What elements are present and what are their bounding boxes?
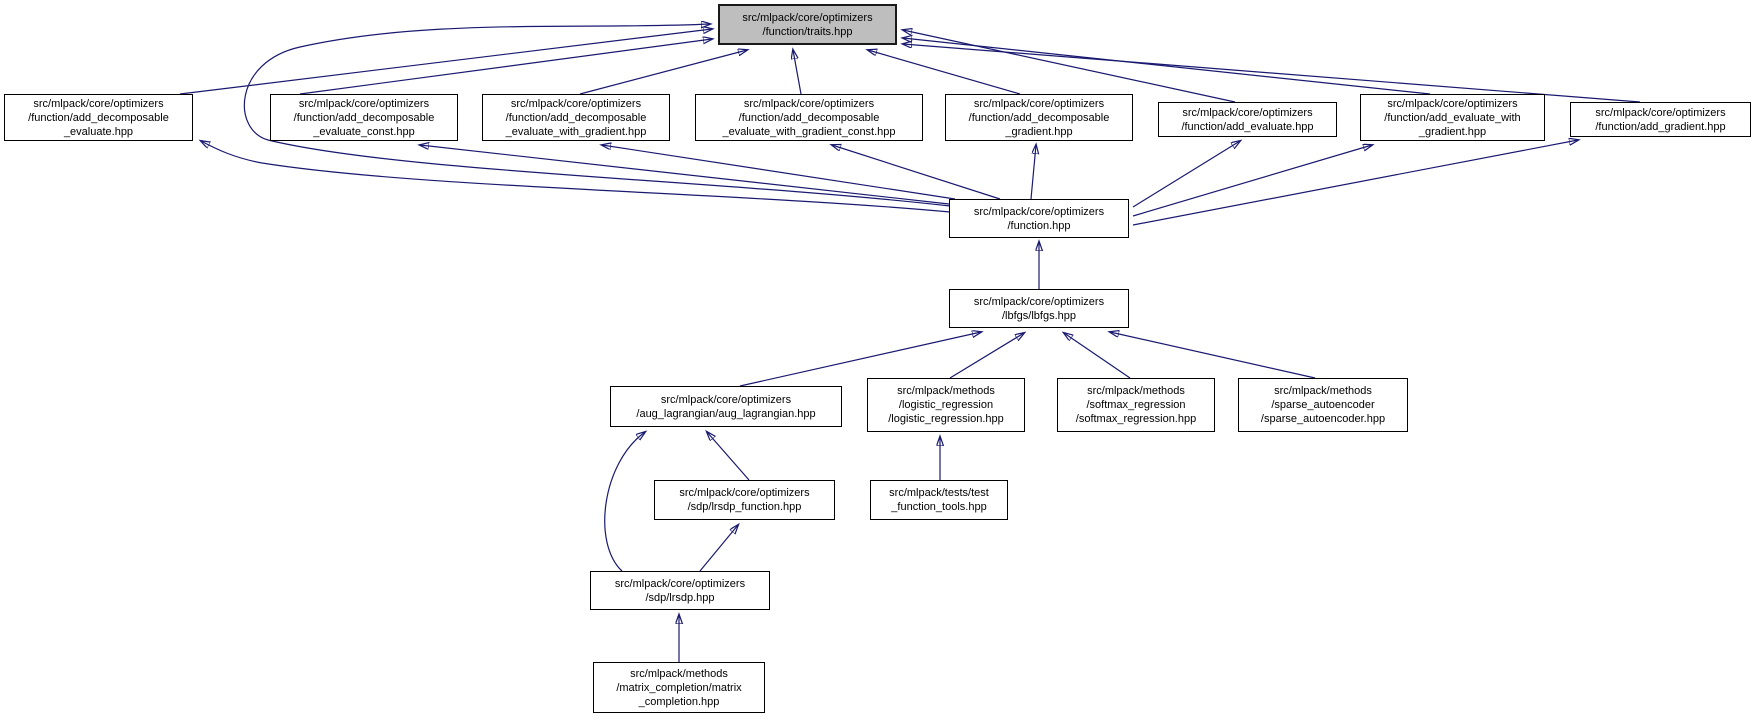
node-add-decomposable-evaluate[interactable]	[4, 94, 193, 141]
node-label-line: /softmax_regression.hpp	[1075, 413, 1197, 425]
edge-add-evaluate-with-gradient-to-traits	[903, 38, 1430, 94]
node-label-line: _evaluate_const.hpp	[313, 125, 415, 138]
node-sparse-autoencoder[interactable]	[1238, 378, 1408, 432]
node-label-line: _function_tools.hpp	[891, 501, 987, 513]
node-add-gradient[interactable]	[1570, 102, 1751, 137]
node-label-line: src/mlpack/tests/test	[889, 487, 989, 499]
node-label-line: /sparse_autoencoder.hpp	[1260, 413, 1386, 425]
node-label-line: _evaluate.hpp	[63, 125, 134, 138]
node-add-decomposable-evaluate-with-gradient[interactable]	[482, 94, 670, 141]
node-label-line: /function/add_evaluate_with	[1384, 111, 1521, 124]
edge-function-to-add-gradient	[1133, 140, 1578, 225]
node-label-line: src/mlpack/methods	[1274, 385, 1372, 397]
edge-function-to-add-evaluate	[1133, 141, 1240, 207]
node-add-decomposable-evaluate-with-gradient-const[interactable]	[695, 94, 923, 141]
node-label-line: /softmax_regression	[1086, 399, 1186, 411]
node-label-line: _gradient.hpp	[1418, 125, 1487, 138]
node-label-line: /lbfgs/lbfgs.hpp	[1002, 309, 1076, 322]
node-label-line: /matrix_completion/matrix	[616, 681, 742, 694]
node-label-line: /sdp/lrsdp.hpp	[645, 591, 715, 604]
node-traits-hpp[interactable]	[718, 4, 897, 45]
node-label-line: src/mlpack/methods	[630, 667, 728, 680]
node-label-line: _evaluate_with_gradient.hpp	[505, 125, 647, 138]
node-label-line: src/mlpack/core/optimizers	[1182, 106, 1313, 119]
node-label-line: /logistic_regression	[898, 399, 994, 411]
edge-function-to-add-decomposable-evaluate	[201, 141, 950, 212]
node-label-line: src/mlpack/core/optimizers	[1387, 97, 1518, 110]
node-label-line: src/mlpack/core/optimizers	[1595, 106, 1726, 119]
edge-lrsdp-function-to-aug-lagrangian	[707, 432, 749, 480]
node-add-decomposable-evaluate-const[interactable]	[270, 94, 458, 141]
node-label-line: _evaluate_with_gradient_const.hpp	[722, 125, 896, 138]
node-label-line: src/mlpack/core/optimizers	[510, 97, 642, 110]
node-label-line: src/mlpack/core/optimizers	[973, 205, 1105, 218]
edge-add-decomposable-evaluate-to-traits	[180, 29, 712, 94]
node-label-line: src/mlpack/core/optimizers	[679, 487, 810, 499]
node-label-line: src/mlpack/methods	[897, 385, 995, 397]
node-label-line: src/mlpack/core/optimizers	[33, 97, 164, 110]
node-label-line: src/mlpack/core/optimizers	[743, 97, 875, 110]
node-add-evaluate-with-gradient[interactable]	[1360, 94, 1545, 141]
node-label-line: /function/add_decomposable	[28, 111, 169, 124]
edge-lrsdp-to-aug-lagrangian	[605, 432, 645, 571]
node-matrix-completion[interactable]	[593, 662, 765, 713]
node-label-line: /function/add_decomposable	[505, 111, 647, 124]
node-lrsdp[interactable]	[590, 571, 770, 610]
edge-sparse-autoencoder-to-lbfgs	[1110, 332, 1315, 378]
edge-lrsdp-to-lrsdp-function	[700, 525, 738, 571]
node-label-line: /logistic_regression.hpp	[888, 413, 1004, 425]
node-label-line: /function/add_evaluate.hpp	[1181, 120, 1314, 133]
node-label-line: src/mlpack/core/optimizers	[660, 393, 792, 406]
node-logistic-regression[interactable]	[867, 378, 1025, 432]
node-add-decomposable-gradient[interactable]	[945, 94, 1133, 141]
node-label-line: src/mlpack/core/optimizers	[742, 11, 873, 24]
edge-logistic-regression-to-lbfgs	[950, 333, 1024, 378]
edge-add-decomposable-evaluate-const-to-traits	[300, 39, 712, 94]
node-label-line: src/mlpack/core/optimizers	[298, 97, 430, 110]
node-label-line: src/mlpack/methods	[1087, 385, 1185, 397]
node-lbfgs-hpp[interactable]	[949, 289, 1129, 328]
node-label-line: /function/traits.hpp	[762, 25, 853, 38]
edge-softmax-regression-to-lbfgs	[1064, 333, 1130, 378]
node-label-line: /aug_lagrangian/aug_lagrangian.hpp	[636, 407, 816, 420]
node-label-line: /function/add_gradient.hpp	[1595, 120, 1726, 133]
node-test-function-tools[interactable]	[870, 480, 1008, 520]
node-label-line: /function/add_decomposable	[738, 111, 880, 124]
edge-add-decomposable-gradient-to-traits	[868, 50, 1020, 94]
node-label-line: _completion.hpp	[638, 695, 720, 708]
node-label-line: src/mlpack/core/optimizers	[973, 295, 1105, 308]
node-label-line: /function/add_decomposable	[293, 111, 435, 124]
node-aug-lagrangian[interactable]	[610, 386, 842, 427]
edge-add-decomposable-evaluate-with-gradient-const-to-traits	[793, 50, 801, 94]
node-label-line: /sparse_autoencoder	[1271, 399, 1375, 411]
node-label-line: /sdp/lrsdp_function.hpp	[687, 501, 802, 513]
node-label-line: src/mlpack/core/optimizers	[614, 577, 746, 590]
node-label-line: src/mlpack/core/optimizers	[973, 97, 1105, 110]
edge-function-to-add-evaluate-with-gradient	[1133, 145, 1372, 216]
edge-function-to-add-decomposable-gradient	[1031, 145, 1036, 199]
edge-function-to-add-decomposable-evaluate-with-gradient-const	[832, 145, 1000, 199]
node-label-line: /function.hpp	[1007, 219, 1071, 232]
node-label-line: /function/add_decomposable	[968, 111, 1110, 124]
node-label-line: _gradient.hpp	[1005, 125, 1073, 138]
node-lrsdp-function[interactable]	[654, 480, 835, 520]
node-add-evaluate[interactable]	[1158, 102, 1337, 137]
node-function-hpp[interactable]	[949, 199, 1129, 238]
node-softmax-regression[interactable]	[1057, 378, 1215, 432]
edge-add-decomposable-evaluate-with-gradient-to-traits	[580, 50, 747, 94]
